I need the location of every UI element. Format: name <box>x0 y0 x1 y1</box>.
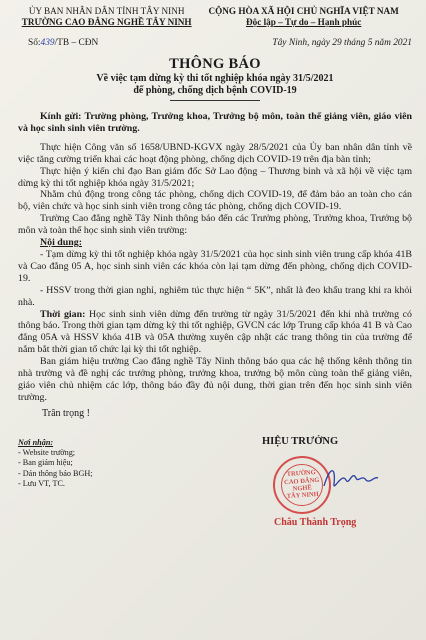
handwritten-number: 439 <box>40 38 55 48</box>
document-title: THÔNG BÁO <box>169 56 261 72</box>
signatory-title: HIỆU TRƯỞNG <box>262 435 339 447</box>
recipients-list <box>18 438 93 489</box>
time-text: Học sinh sinh viên dừng đến trường từ ngày 31/5/2021 đến khi nhà trường có thông báo. Trong thời gian tạm dừng kỳ thi tốt nghiệp, GVCN các lớp Trung cấp khóa 41 B và Cao đẳng 05A và HSSV khóa 41B và 05A thường xuyên cập nhật các trang thông tin của trường để nắm bắt thời gian tổ chức lại kỳ thi tốt nghiệp. <box>18 308 412 356</box>
recipient-item: - Website trường; <box>18 448 76 458</box>
document-body <box>18 111 412 404</box>
issuer-authority: ỦY BAN NHÂN DÂN TỈNH TÂY NINH <box>28 6 185 16</box>
stamp-text-bottom: TÂY NINH <box>286 491 320 501</box>
time-paragraph <box>18 309 412 357</box>
paragraph-6: Ban giám hiệu trường Cao đẳng nghề Tây Ninh thông báo qua các hệ thống kênh thông tin nhà trường và đề nghị các trưởng phòng, trưởng khoa, trưởng bộ môn cùng toàn thể giảng viên, giáo viên chủ nhiệm các lớp, thông báo đầy đủ nội dung, thời gian trên đến học sinh sinh viên trường. <box>18 356 412 403</box>
document-header <box>18 6 412 28</box>
issuer-block <box>18 6 195 28</box>
document-number: Số:439/TB – CĐN <box>28 38 99 48</box>
signature-area <box>18 408 412 528</box>
national-name: CỘNG HÒA XÃ HỘI CHỦ NGHĨA VIỆT NAM <box>208 6 399 16</box>
issuer-school: TRƯỜNG CAO ĐẲNG NGHỀ TÂY NINH <box>21 17 192 27</box>
content-label: Nội dung: <box>40 237 82 249</box>
national-motto-block <box>195 6 412 28</box>
closing-line: Trân trọng ! <box>42 407 90 419</box>
recipient-item: - Lưu VT, TC. <box>18 478 65 488</box>
recipient-item: - Ban giám hiệu; <box>18 458 73 468</box>
recipients-label: Nơi nhận: <box>18 437 54 447</box>
stamp-text-top: TRƯỜNG <box>286 468 316 478</box>
stamp-text-mid: CAO ĐẲNG NGHỀ <box>283 476 320 493</box>
signer-name: Châu Thành Trọng <box>274 516 357 528</box>
document-subtitle-1: Về việc tạm dừng kỳ thi tốt nghiệp khóa ngày 31/5/2021 <box>96 73 334 84</box>
content-item-2: - HSSV trong thời gian nghỉ, nghiêm túc thực hiện “ 5K”, nhất là đeo khẩu trang khi ra khỏi nhà. <box>18 284 412 308</box>
stamp-inner-ring <box>280 462 325 507</box>
paragraph-1: Thực hiện Công văn số 1658/UBND-KGVX ngày 28/5/2021 của Ủy ban nhân dân tỉnh về việc tăng cường triển khai các hoạt động phòng, chống dịch COVID-19 trên địa bàn tỉnh; <box>18 141 412 165</box>
document-date: Tây Ninh, ngày 29 tháng 5 năm 2021 <box>272 38 412 48</box>
national-motto: Độc lập – Tự do – Hạnh phúc <box>245 17 362 27</box>
paragraph-3: Nhằm chủ động trong công tác phòng, chống dịch COVID-19, để đảm bảo an toàn cho cán bộ, viên chức và học sinh sinh viên trong công tác phòng, chống dịch COVID-19. <box>18 189 412 213</box>
reference-row <box>18 38 412 48</box>
content-item-1: - Tạm dừng kỳ thi tốt nghiệp khóa ngày 31/5/2021 của học sinh sinh viên trung cấp khóa 41B và Cao đẳng 05 A, học sinh sinh viên các khóa còn lại tạm dừng đến phòng, chống dịch COVID-19. <box>18 248 412 284</box>
recipient-line: Kính gửi: Trường phòng, Trưởng khoa, Trưởng bộ môn, toàn thể giảng viên, giáo viên và học sinh sinh viên trường. <box>18 111 412 134</box>
handwritten-signature <box>320 458 380 498</box>
document-subtitle-2: để phòng, chống dịch bệnh COVID-19 <box>133 85 297 96</box>
paragraph-4: Trường Cao đẳng nghề Tây Ninh thông báo đến các Trưởng phòng, Trưởng khoa, Trưởng bộ môn và toàn thể học sinh sinh viên trường: <box>18 213 412 237</box>
title-underline <box>170 100 260 101</box>
time-label: Thời gian: <box>40 308 86 320</box>
recipient-item: - Dán thông báo BGH; <box>18 468 93 478</box>
paragraph-2: Thực hiện ý kiến chỉ đạo Ban giám đốc Sở Lao động – Thương binh và xã hội về việc tạm dừng kỳ thi tốt nghiệp khóa ngày 31/5/2021; <box>18 165 412 189</box>
